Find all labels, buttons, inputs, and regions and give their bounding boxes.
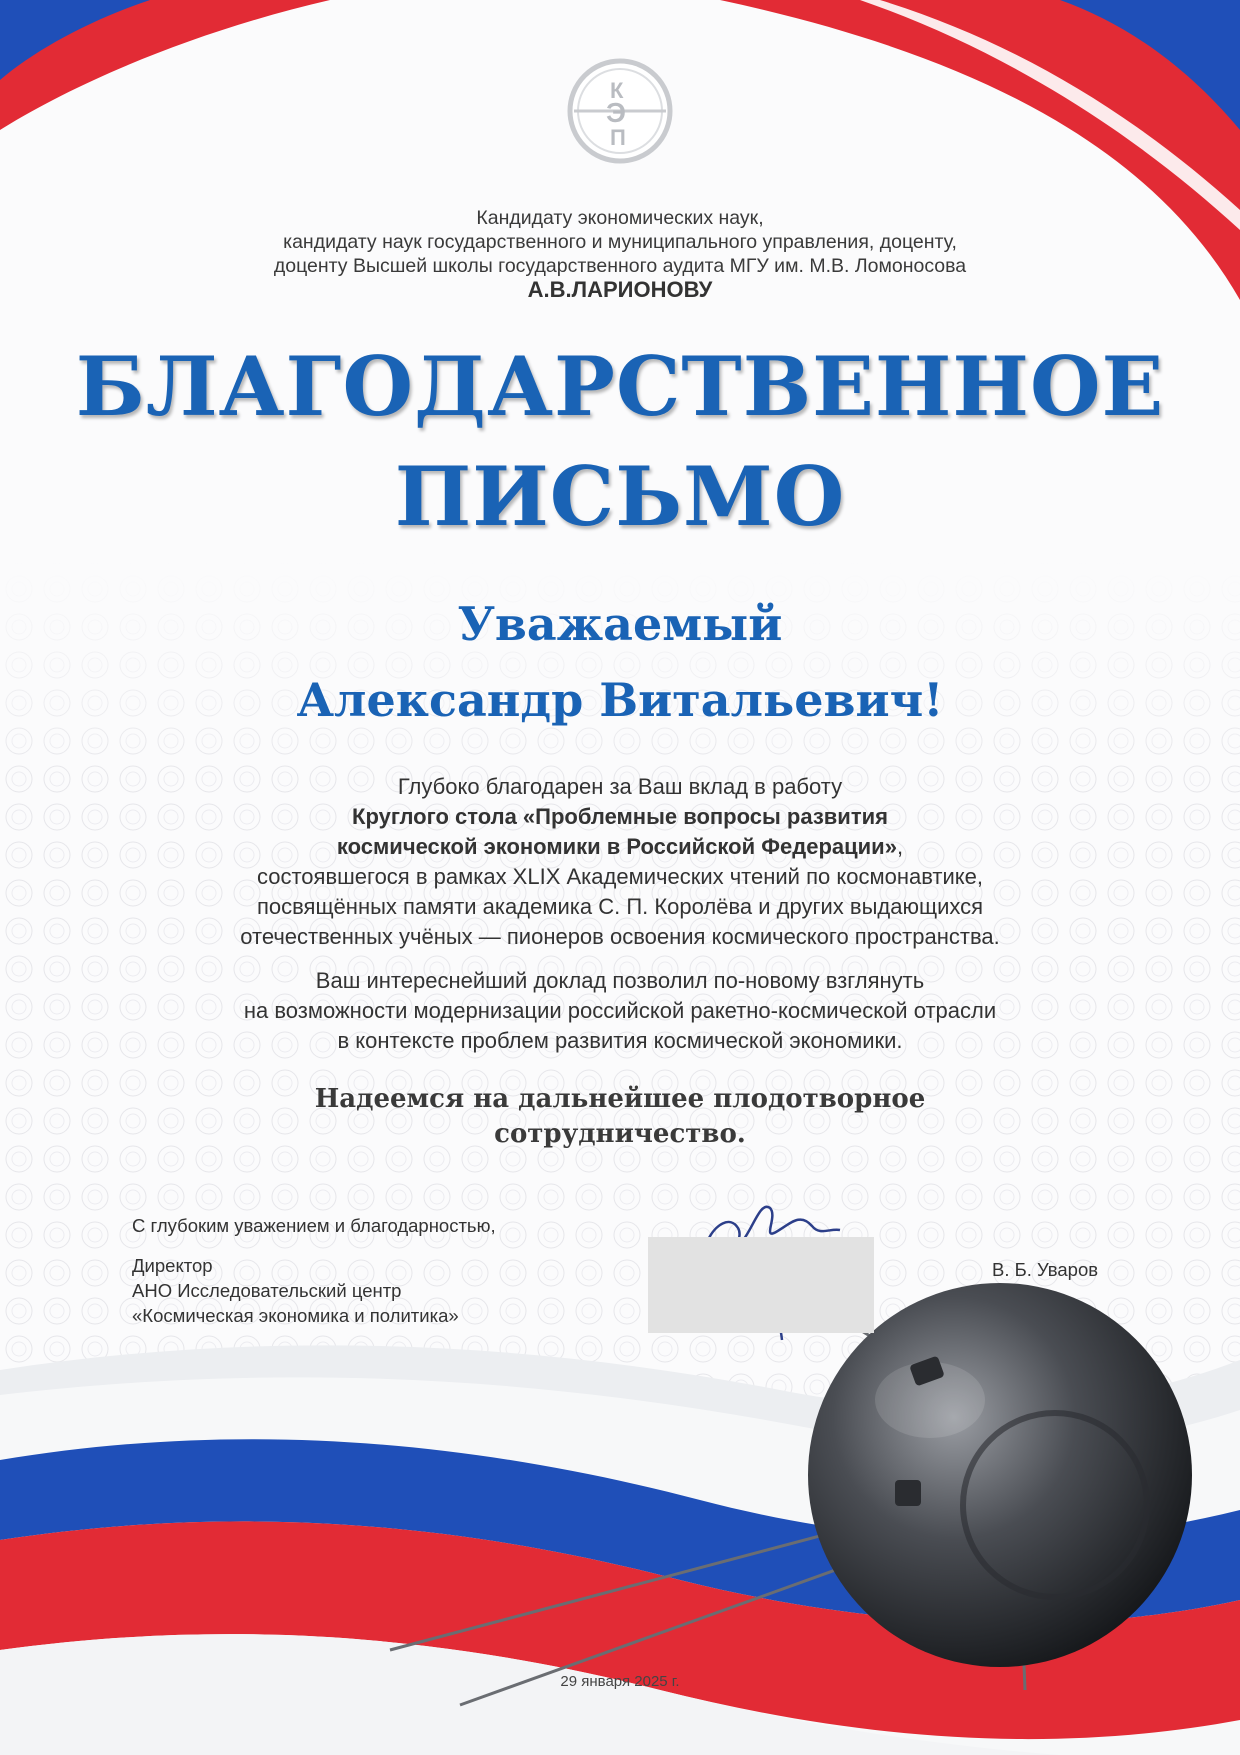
paragraph-line: в контексте проблем развития космической экономики. bbox=[337, 1028, 903, 1053]
sputnik-illustration bbox=[808, 1283, 1192, 1667]
signature-regards: С глубоким уважением и благодарностью, bbox=[132, 1215, 496, 1236]
addressee-name: А.В.ЛАРИОНОВУ bbox=[527, 277, 713, 302]
paragraph-line: Ваш интереснейший доклад позволил по-новому взглянуть bbox=[315, 968, 925, 993]
logo-letter-p: П bbox=[610, 125, 626, 150]
document-date: 29 января 2025 г. bbox=[560, 1673, 680, 1690]
signature-organization bbox=[132, 1253, 459, 1328]
roundtable-title-part1: Круглого стола «Проблемные вопросы развития bbox=[352, 804, 888, 829]
logo-letters bbox=[578, 69, 662, 153]
comma: , bbox=[896, 834, 904, 859]
signature-org-line: «Космическая экономика и политика» bbox=[132, 1305, 459, 1326]
title-line-2: ПИСЬМО bbox=[394, 450, 846, 545]
paragraph-line: состоявшегося в рамках XLIX Академических чтений по космонавтике, bbox=[257, 864, 983, 889]
closing-line: Надеемся на дальнейшее плодотворное bbox=[314, 1084, 926, 1114]
roundtable-title-part2: космической экономики в Российской Федерации» bbox=[336, 834, 897, 859]
paragraph-1 bbox=[0, 772, 1240, 952]
logo-letter-e: Э bbox=[606, 97, 626, 128]
addressee-line: доценту Высшей школы государственного аудита МГУ им. М.В. Ломоносова bbox=[273, 255, 967, 277]
signature-position: Директор bbox=[132, 1255, 213, 1276]
paragraph-line-bold bbox=[0, 832, 1240, 862]
greeting-line-1: Уважаемый bbox=[457, 597, 783, 651]
paragraph-line: отечественных учёных — пионеров освоения космического пространства. bbox=[240, 924, 1000, 949]
logo-letter-k: К bbox=[610, 78, 624, 103]
signatory-name: В. Б. Уваров bbox=[992, 1259, 1099, 1280]
redacted-signature-area bbox=[648, 1237, 874, 1333]
title-line-1: БЛАГОДАРСТВЕННОЕ bbox=[75, 340, 1165, 435]
addressee-line: Кандидату экономических наук, bbox=[476, 207, 764, 229]
closing-wish bbox=[0, 1082, 1240, 1152]
paragraph-line: на возможности модернизации российской ракетно-космической отрасли bbox=[243, 998, 997, 1023]
closing-line: сотрудничество. bbox=[494, 1119, 746, 1149]
paragraph-line-bold bbox=[0, 802, 1240, 832]
paragraph-line: посвящённых памяти академика С. П. Королёва и других выдающихся bbox=[256, 894, 984, 919]
addressee-line: кандидату наук государственного и муниципального управления, доценту, bbox=[283, 231, 957, 253]
paragraph-2 bbox=[0, 966, 1240, 1056]
paragraph-line: Глубоко благодарен за Ваш вклад в работу bbox=[397, 774, 843, 799]
signature-org-line: АНО Исследовательский центр bbox=[132, 1280, 402, 1301]
addressee-block bbox=[0, 206, 1240, 302]
greeting-line-2: Александр Витальевич! bbox=[296, 673, 944, 727]
